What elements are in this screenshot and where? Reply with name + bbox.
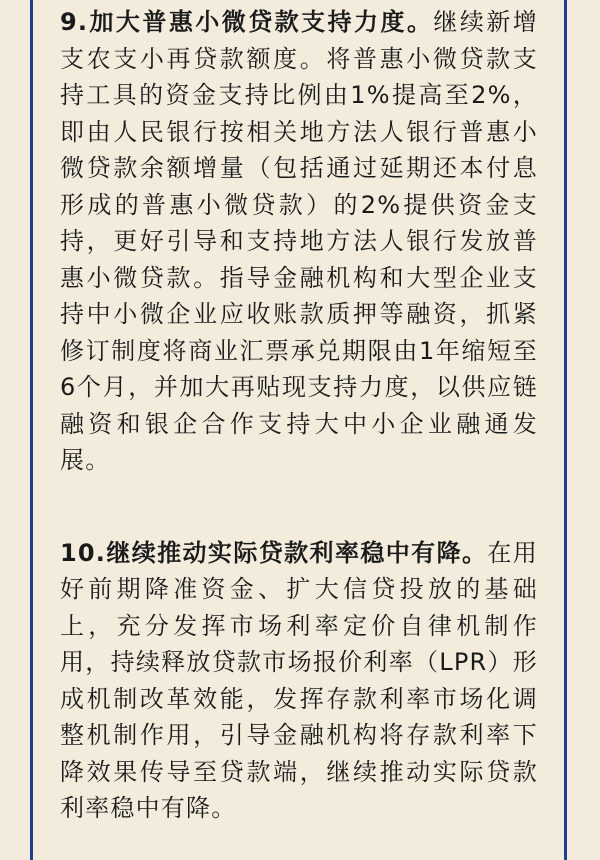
paragraph-gap xyxy=(60,479,538,535)
section-9-heading: 9.加大普惠小微贷款支持力度。 xyxy=(60,8,434,36)
section-10-paragraph xyxy=(60,535,538,827)
section-9-body: 继续新增支农支小再贷款额度。将普惠小微贷款支持工具的资金支持比例由1%提高至2%，即由人民银行按相关地方法人银行普惠小微贷款余额增量（包括通过延期还本付息形成的普惠小微贷款）的2%提供资金支持，更好引导和支持地方法人银行发放普惠小微贷款。指导金融机构和大型企业支持中小微企业应收账款质押等融资，抓紧修订制度将商业汇票承兑期限由1年缩短至6个月，并加大再贴现支持力度，以供应链融资和银企合作支持大中小企业融通发展。 xyxy=(60,8,538,474)
section-10-body: 在用好前期降准资金、扩大信贷投放的基础上，充分发挥市场利率定价自律机制作用，持续释放贷款市场报价利率（LPR）形成机制改革效能，发挥存款利率市场化调整机制作用，引导金融机构将存款利率下降效果传导至贷款端，继续推动实际贷款利率稳中有降。 xyxy=(60,538,538,822)
right-frame-border xyxy=(564,0,567,860)
article-content xyxy=(60,4,538,827)
section-10-heading: 10.继续推动实际贷款利率稳中有降。 xyxy=(60,538,488,567)
section-9-paragraph xyxy=(60,4,538,479)
left-frame-border xyxy=(30,0,33,860)
